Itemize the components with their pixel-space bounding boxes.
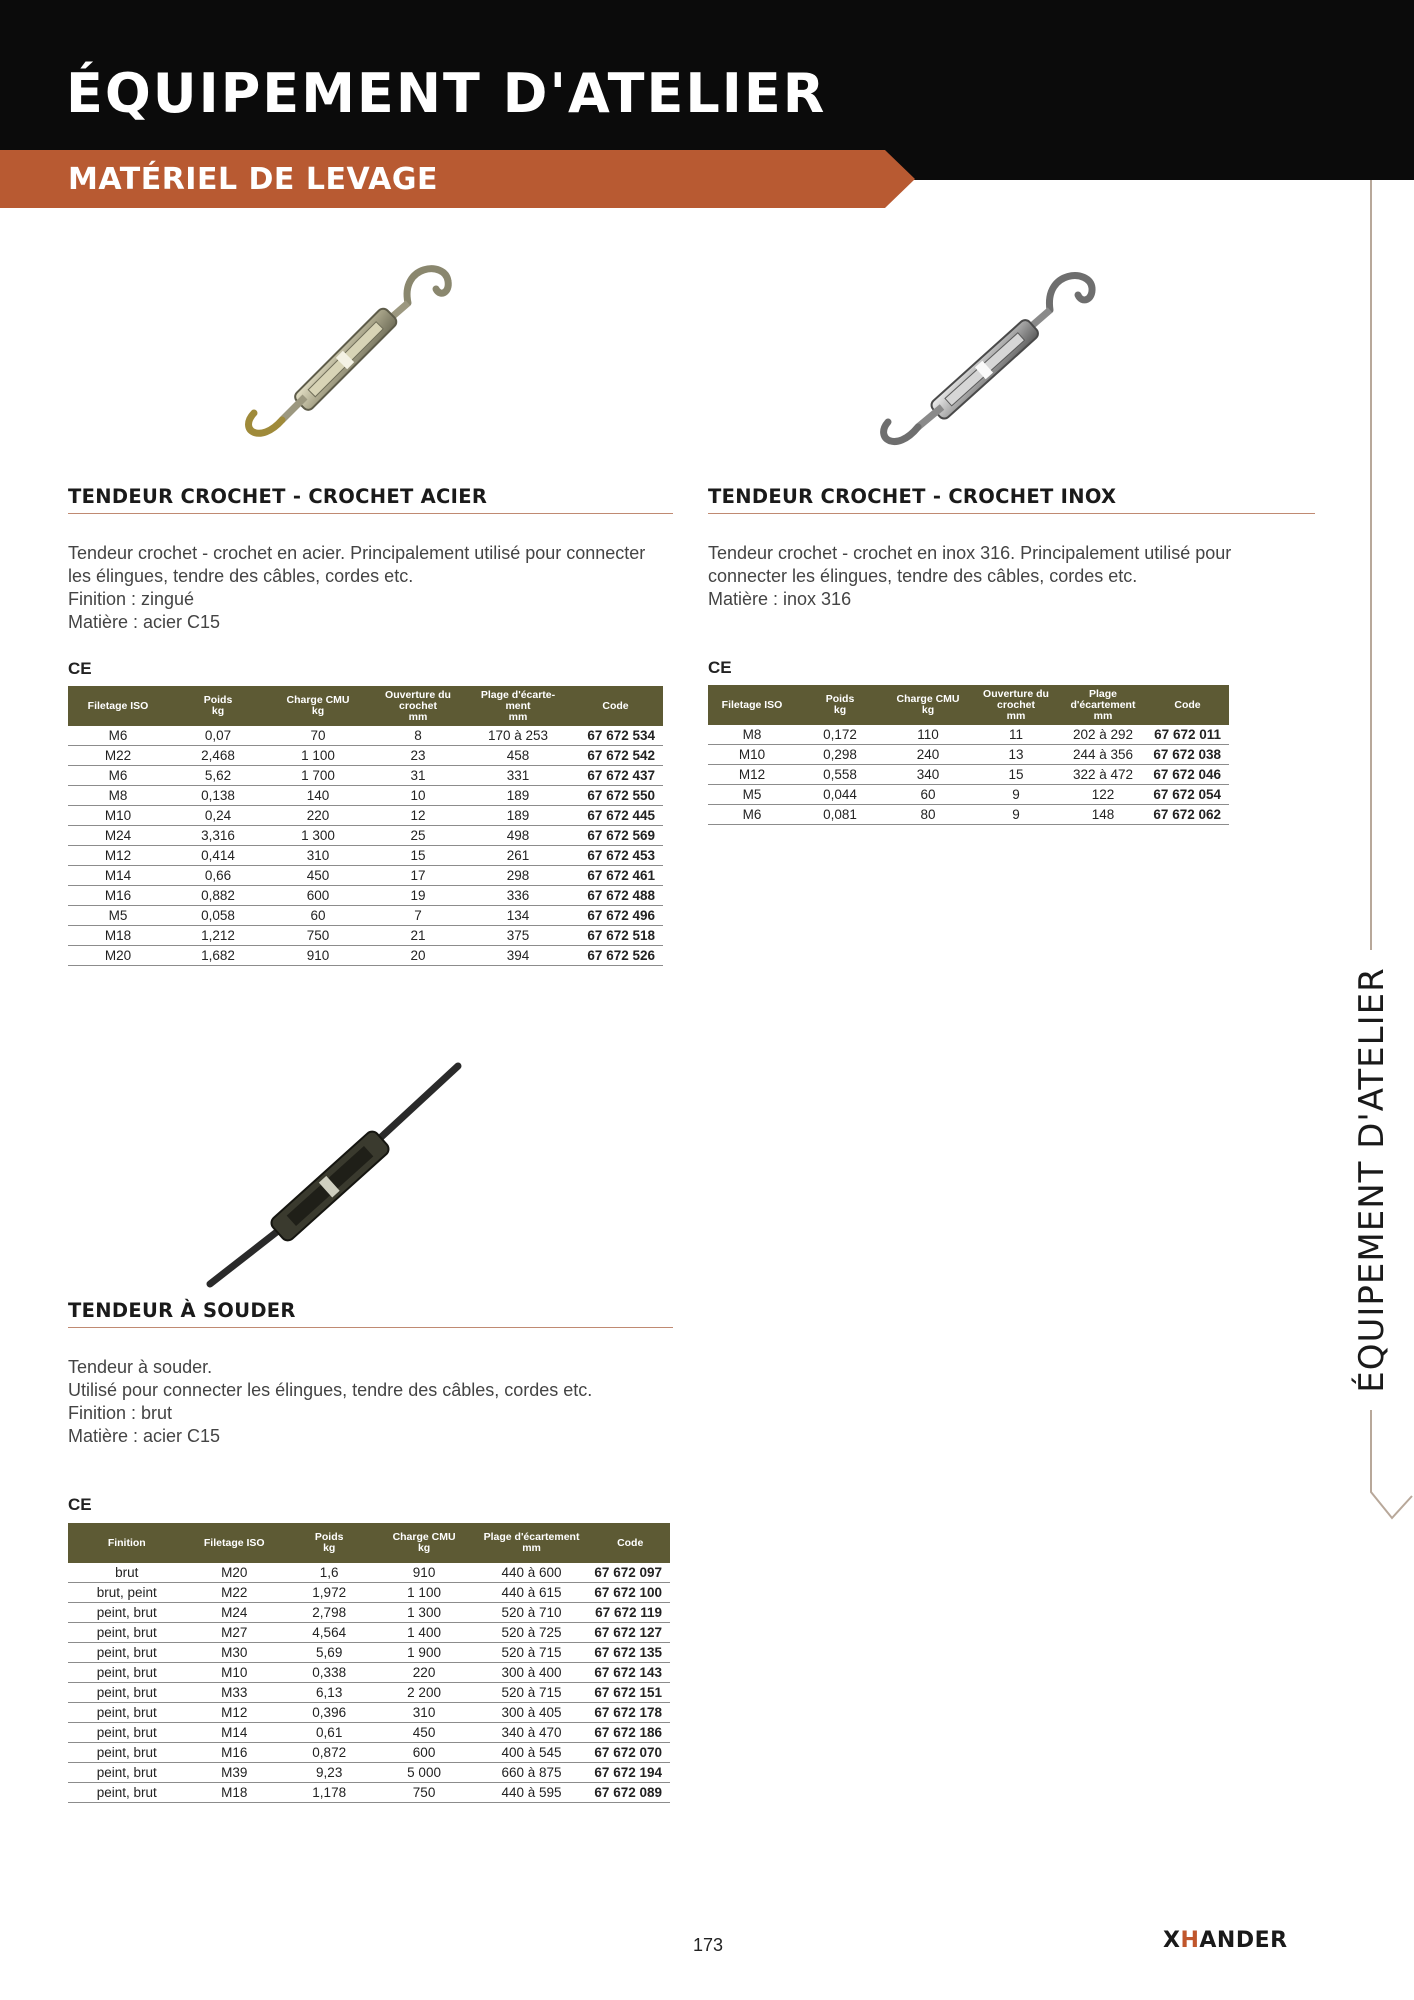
table-cell: 0,558 <box>796 765 884 785</box>
table-cell: 0,138 <box>168 786 268 806</box>
table-cell: M12 <box>708 765 796 785</box>
table-cell: 520 à 715 <box>473 1683 591 1703</box>
product-code: 67 672 062 <box>1146 805 1229 825</box>
table-row <box>68 1743 670 1763</box>
table-cell: 440 à 600 <box>473 1563 591 1583</box>
table-cell: 140 <box>268 786 368 806</box>
table-header-cell: Filetage ISO <box>186 1523 283 1563</box>
product-code: 67 672 550 <box>568 786 663 806</box>
table-cell: 148 <box>1060 805 1146 825</box>
product-code: 67 672 038 <box>1146 745 1229 765</box>
table-cell: 7 <box>368 906 468 926</box>
table-header-cell: Ouverture du crochet mm <box>368 686 468 726</box>
weld-turnbuckle-image <box>200 1062 470 1290</box>
table-cell: M6 <box>68 766 168 786</box>
table-cell: 0,24 <box>168 806 268 826</box>
spec-table-weld <box>68 1523 670 1803</box>
turnbuckle-steel-image <box>240 255 460 455</box>
product-code: 67 672 437 <box>568 766 663 786</box>
table-cell: 8 <box>368 726 468 746</box>
table-header-cell: Finition <box>68 1523 186 1563</box>
table-cell: 0,172 <box>796 725 884 745</box>
product-code: 67 672 135 <box>590 1643 670 1663</box>
turnbuckle-inox-image <box>872 262 1102 462</box>
table-row <box>708 785 1229 805</box>
table-header-cell: Charge CMU kg <box>884 685 972 725</box>
table-cell: M10 <box>186 1663 283 1683</box>
table-row <box>68 1643 670 1663</box>
table-header-cell: Plage d'écartement mm <box>473 1523 591 1563</box>
table-cell: M27 <box>186 1623 283 1643</box>
table-cell: 300 à 400 <box>473 1663 591 1683</box>
table-row <box>68 1783 670 1803</box>
table-cell: M39 <box>186 1763 283 1783</box>
table-cell: 202 à 292 <box>1060 725 1146 745</box>
table-header-cell: Charge CMU kg <box>375 1523 472 1563</box>
table-cell: 60 <box>268 906 368 926</box>
table-cell: 170 à 253 <box>468 726 568 746</box>
product-code: 67 672 054 <box>1146 785 1229 805</box>
table-row <box>708 745 1229 765</box>
spec-table-steel <box>68 686 663 966</box>
table-cell: 220 <box>375 1663 472 1683</box>
product-code: 67 672 178 <box>590 1703 670 1723</box>
table-row <box>68 946 663 966</box>
table-cell: 13 <box>972 745 1060 765</box>
table-cell: 310 <box>268 846 368 866</box>
spec-table-inox <box>708 685 1229 825</box>
table-header-cell: Code <box>1146 685 1229 725</box>
table-cell: 0,396 <box>283 1703 375 1723</box>
product-code: 67 672 186 <box>590 1723 670 1743</box>
table-cell: 600 <box>375 1743 472 1763</box>
table-cell: 6,13 <box>283 1683 375 1703</box>
table-cell: 375 <box>468 926 568 946</box>
table-cell: M18 <box>68 926 168 946</box>
table-cell: M5 <box>68 906 168 926</box>
table-row <box>708 725 1229 745</box>
table-cell: M5 <box>708 785 796 805</box>
product-code: 67 672 534 <box>568 726 663 746</box>
table-cell: 9,23 <box>283 1763 375 1783</box>
product-code: 67 672 488 <box>568 886 663 906</box>
table-header-cell: Plage d'écartement mm <box>1060 685 1146 725</box>
table-row <box>68 786 663 806</box>
side-divider-top <box>1370 180 1372 950</box>
table-cell: 134 <box>468 906 568 926</box>
table-cell: M24 <box>68 826 168 846</box>
side-section-label: ÉQUIPEMENT D'ATELIER <box>1352 967 1392 1393</box>
table-cell: 440 à 595 <box>473 1783 591 1803</box>
product-code: 67 672 127 <box>590 1623 670 1643</box>
section-title: MATÉRIEL DE LEVAGE <box>68 162 438 197</box>
table-cell: 600 <box>268 886 368 906</box>
product-code: 67 672 119 <box>590 1603 670 1623</box>
table-row <box>708 805 1229 825</box>
table-row <box>68 1723 670 1743</box>
table-cell: 322 à 472 <box>1060 765 1146 785</box>
table-cell: M30 <box>186 1643 283 1663</box>
table-cell: 750 <box>268 926 368 946</box>
table-cell: 12 <box>368 806 468 826</box>
table-header-cell: Ouverture du crochet mm <box>972 685 1060 725</box>
table-cell: 21 <box>368 926 468 946</box>
table-cell: 20 <box>368 946 468 966</box>
table-row <box>68 1563 670 1583</box>
product-code: 67 672 569 <box>568 826 663 846</box>
table-row <box>68 826 663 846</box>
table-cell: brut, peint <box>68 1583 186 1603</box>
table-cell: 25 <box>368 826 468 846</box>
table-cell: 520 à 725 <box>473 1623 591 1643</box>
table-cell: 244 à 356 <box>1060 745 1146 765</box>
product-code: 67 672 070 <box>590 1743 670 1763</box>
product-code: 67 672 461 <box>568 866 663 886</box>
product-code: 67 672 542 <box>568 746 663 766</box>
table-cell: M8 <box>68 786 168 806</box>
table-cell: 5 000 <box>375 1763 472 1783</box>
product-code: 67 672 518 <box>568 926 663 946</box>
product-code: 67 672 097 <box>590 1563 670 1583</box>
table-cell: 520 à 710 <box>473 1603 591 1623</box>
table-cell: M22 <box>186 1583 283 1603</box>
product-title-inox: TENDEUR CROCHET - CROCHET INOX <box>708 485 1315 514</box>
table-cell: peint, brut <box>68 1623 186 1643</box>
table-row <box>68 1683 670 1703</box>
table-cell: peint, brut <box>68 1603 186 1623</box>
table-cell: 9 <box>972 805 1060 825</box>
table-cell: 1 300 <box>375 1603 472 1623</box>
table-row <box>68 1703 670 1723</box>
product-code: 67 672 151 <box>590 1683 670 1703</box>
table-cell: M18 <box>186 1783 283 1803</box>
table-cell: 450 <box>375 1723 472 1743</box>
table-header-cell: Poids kg <box>796 685 884 725</box>
table-cell: 1 700 <box>268 766 368 786</box>
table-cell: 122 <box>1060 785 1146 805</box>
table-row <box>68 1663 670 1683</box>
product-code: 67 672 100 <box>590 1583 670 1603</box>
table-cell: 520 à 715 <box>473 1643 591 1663</box>
table-cell: 910 <box>268 946 368 966</box>
ce-mark: CE <box>68 659 92 678</box>
table-header-cell: Code <box>590 1523 670 1563</box>
table-header-cell: Poids kg <box>283 1523 375 1563</box>
table-cell: 0,414 <box>168 846 268 866</box>
table-row <box>68 1623 670 1643</box>
table-cell: 23 <box>368 746 468 766</box>
table-header-cell: Charge CMU kg <box>268 686 368 726</box>
product-code: 67 672 496 <box>568 906 663 926</box>
table-cell: M12 <box>186 1703 283 1723</box>
table-cell: 458 <box>468 746 568 766</box>
table-cell: M20 <box>68 946 168 966</box>
table-cell: 0,66 <box>168 866 268 886</box>
table-cell: 261 <box>468 846 568 866</box>
table-header-cell: Poids kg <box>168 686 268 726</box>
product-title-steel: TENDEUR CROCHET - CROCHET ACIER <box>68 485 673 514</box>
table-cell: 19 <box>368 886 468 906</box>
table-cell: M6 <box>708 805 796 825</box>
table-cell: peint, brut <box>68 1663 186 1683</box>
product-code: 67 672 445 <box>568 806 663 826</box>
ce-mark: CE <box>708 658 732 677</box>
table-row <box>68 866 663 886</box>
table-cell: 1 300 <box>268 826 368 846</box>
table-header-cell: Filetage ISO <box>68 686 168 726</box>
table-cell: M24 <box>186 1603 283 1623</box>
table-cell: M22 <box>68 746 168 766</box>
product-code: 67 672 453 <box>568 846 663 866</box>
table-cell: 0,872 <box>283 1743 375 1763</box>
table-cell: 0,058 <box>168 906 268 926</box>
product-description-weld: Tendeur à souder. Utilisé pour connecter les élingues, tendre des câbles, cordes etc. Finition : brut Matière : acier C15 <box>68 1357 593 1446</box>
table-cell: 1,972 <box>283 1583 375 1603</box>
table-cell: 0,044 <box>796 785 884 805</box>
table-cell: peint, brut <box>68 1643 186 1663</box>
table-row <box>68 926 663 946</box>
table-cell: 498 <box>468 826 568 846</box>
table-cell: 3,316 <box>168 826 268 846</box>
table-cell: 1,212 <box>168 926 268 946</box>
table-cell: 240 <box>884 745 972 765</box>
table-cell: 0,081 <box>796 805 884 825</box>
table-row <box>68 726 663 746</box>
table-cell: 15 <box>368 846 468 866</box>
table-cell: 340 <box>884 765 972 785</box>
product-description-steel: Tendeur crochet - crochet en acier. Principalement utilisé pour connecter les élingues, tendre des câbles, cordes etc. Finition : zingué Matière : acier C15 <box>68 543 646 632</box>
table-cell: 5,69 <box>283 1643 375 1663</box>
table-cell: 450 <box>268 866 368 886</box>
table-cell: 80 <box>884 805 972 825</box>
table-cell: peint, brut <box>68 1783 186 1803</box>
product-code: 67 672 089 <box>590 1783 670 1803</box>
side-divider-bottom <box>1370 1410 1372 1480</box>
table-row <box>68 1603 670 1623</box>
table-cell: 1 400 <box>375 1623 472 1643</box>
table-cell: M16 <box>68 886 168 906</box>
table-cell: 10 <box>368 786 468 806</box>
page-title: ÉQUIPEMENT D'ATELIER <box>66 62 827 125</box>
table-cell: 110 <box>884 725 972 745</box>
table-cell: M14 <box>68 866 168 886</box>
table-cell: M10 <box>68 806 168 826</box>
table-cell: 220 <box>268 806 368 826</box>
table-cell: 1 900 <box>375 1643 472 1663</box>
table-cell: 189 <box>468 806 568 826</box>
table-cell: 70 <box>268 726 368 746</box>
table-cell: 440 à 615 <box>473 1583 591 1603</box>
product-code: 67 672 143 <box>590 1663 670 1683</box>
table-cell: M14 <box>186 1723 283 1743</box>
table-cell: 910 <box>375 1563 472 1583</box>
product-code: 67 672 526 <box>568 946 663 966</box>
table-row <box>68 886 663 906</box>
table-header-cell: Code <box>568 686 663 726</box>
table-cell: 4,564 <box>283 1623 375 1643</box>
brand-logo: XHANDER <box>1163 1928 1288 1953</box>
table-cell: peint, brut <box>68 1723 186 1743</box>
table-row <box>68 846 663 866</box>
table-cell: 60 <box>884 785 972 805</box>
product-code: 67 672 011 <box>1146 725 1229 745</box>
table-header-cell: Plage d'écarte- ment mm <box>468 686 568 726</box>
table-cell: 2,798 <box>283 1603 375 1623</box>
table-cell: 0,882 <box>168 886 268 906</box>
table-cell: 15 <box>972 765 1060 785</box>
table-row <box>68 1763 670 1783</box>
table-cell: 0,298 <box>796 745 884 765</box>
table-cell: 1 100 <box>268 746 368 766</box>
table-cell: 0,61 <box>283 1723 375 1743</box>
side-chevron-icon <box>1370 1478 1414 1520</box>
table-cell: 0,07 <box>168 726 268 746</box>
table-cell: 336 <box>468 886 568 906</box>
table-cell: M33 <box>186 1683 283 1703</box>
table-row <box>68 746 663 766</box>
table-cell: 0,338 <box>283 1663 375 1683</box>
table-row <box>708 765 1229 785</box>
table-cell: 300 à 405 <box>473 1703 591 1723</box>
table-cell: M10 <box>708 745 796 765</box>
table-cell: 750 <box>375 1783 472 1803</box>
table-cell: peint, brut <box>68 1743 186 1763</box>
table-cell: 298 <box>468 866 568 886</box>
table-cell: 9 <box>972 785 1060 805</box>
table-cell: 11 <box>972 725 1060 745</box>
table-cell: 331 <box>468 766 568 786</box>
product-description-inox: Tendeur crochet - crochet en inox 316. Principalement utilisé pour connecter les élingues, tendre des câbles, cordes etc. Matière : inox 316 <box>708 543 1232 609</box>
table-cell: 400 à 545 <box>473 1743 591 1763</box>
table-cell: M6 <box>68 726 168 746</box>
page-number: 173 <box>693 1935 724 1955</box>
table-cell: 310 <box>375 1703 472 1723</box>
table-cell: peint, brut <box>68 1703 186 1723</box>
product-title-weld: TENDEUR À SOUDER <box>68 1299 673 1328</box>
table-cell: 1,682 <box>168 946 268 966</box>
table-row <box>68 906 663 926</box>
table-cell: peint, brut <box>68 1683 186 1703</box>
product-code: 67 672 194 <box>590 1763 670 1783</box>
table-cell: 1 100 <box>375 1583 472 1603</box>
table-row <box>68 806 663 826</box>
table-cell: 1,6 <box>283 1563 375 1583</box>
table-header-cell: Filetage ISO <box>708 685 796 725</box>
table-cell: M8 <box>708 725 796 745</box>
table-row <box>68 1583 670 1603</box>
table-cell: 189 <box>468 786 568 806</box>
table-cell: M20 <box>186 1563 283 1583</box>
table-cell: 1,178 <box>283 1783 375 1803</box>
table-cell: M16 <box>186 1743 283 1763</box>
table-cell: 340 à 470 <box>473 1723 591 1743</box>
table-cell: 2 200 <box>375 1683 472 1703</box>
table-cell: 660 à 875 <box>473 1763 591 1783</box>
table-cell: 5,62 <box>168 766 268 786</box>
table-cell: 394 <box>468 946 568 966</box>
table-cell: 2,468 <box>168 746 268 766</box>
table-row <box>68 766 663 786</box>
table-cell: brut <box>68 1563 186 1583</box>
product-code: 67 672 046 <box>1146 765 1229 785</box>
table-cell: 17 <box>368 866 468 886</box>
table-cell: M12 <box>68 846 168 866</box>
table-cell: peint, brut <box>68 1763 186 1783</box>
table-cell: 31 <box>368 766 468 786</box>
ce-mark: CE <box>68 1495 92 1514</box>
